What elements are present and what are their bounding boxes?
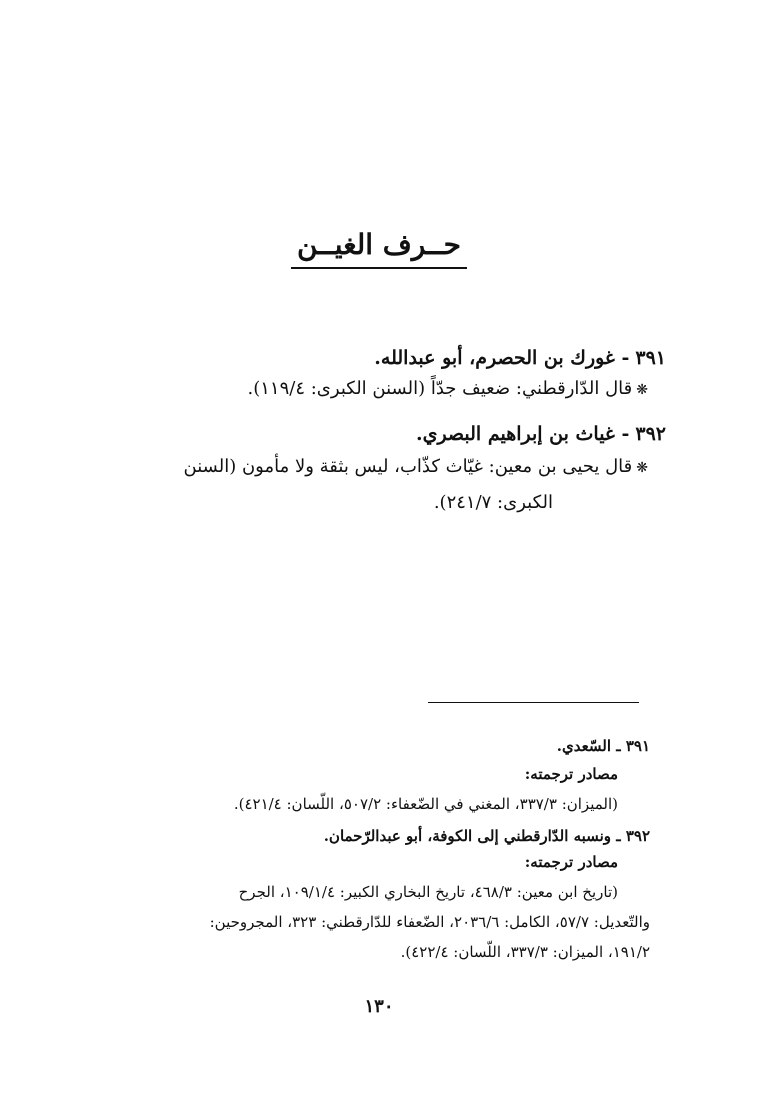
quote-text: قال الدّارقطني: ضعيف جدّاً (السنن الكبرى: ١١٩/٤).: [247, 378, 633, 399]
entry-391-title: [86, 342, 666, 374]
chapter-heading-text: حــرف الغيــن: [291, 228, 467, 269]
footnote-391-sources-label: مصادر ترجمته:: [524, 765, 618, 783]
bullet-star-icon: ❋: [636, 382, 648, 398]
page-number: ١٣٠: [364, 996, 394, 1017]
footnote-391-sources: (الميزان: ٣٣٧/٣، المغني في الضّعفاء: ٥٠٧/٢، اللّسان: ٤٢١/٤).: [233, 795, 618, 813]
footnote-392-sources-label: مصادر ترجمته:: [524, 853, 618, 871]
entry-392-title: [86, 418, 666, 450]
footnote-392-head: ٣٩٢ ـ ونسبه الدّارقطني إلى الكوفة، أبو عبدالرّحمان.: [323, 827, 650, 845]
footnote-392-line-2: والتّعديل: ٥٧/٧، الكامل: ٢٠٣٦/٦، الضّعفاء للدّارقطني: ٣٢٣، المجروحين:: [209, 913, 650, 931]
quote-text-continued: الكبرى: ٢٤١/٧).: [433, 492, 553, 513]
chapter-heading: [0, 228, 758, 269]
footnote-392-line-3: ١٩١/٢، الميزان: ٣٣٧/٣، اللّسان: ٤٢٢/٤).: [400, 943, 650, 961]
footnote-392-line-1: (تاريخ ابن معين: ٤٦٨/٣، تاريخ البخاري الكبير: ١٠٩/١/٤، الجرح: [238, 883, 618, 901]
entry-392-quote: [48, 452, 648, 483]
entry-391-quote: [68, 374, 648, 405]
footnote-divider: [428, 702, 639, 703]
quote-text: قال يحيى بن معين: غيّاث كذّاب، ليس بثقة ولا مأمون (السنن: [183, 456, 633, 477]
bullet-star-icon: ❋: [636, 460, 648, 476]
entry-title-text: - غياث بن إبراهيم البصري.: [415, 423, 630, 445]
footnote-391-head: ٣٩١ ـ السّعدي.: [556, 737, 650, 755]
entry-392-quote-continued: [73, 488, 553, 518]
entry-number: ٣٩٢: [635, 423, 666, 445]
entry-title-text: - غورك بن الحصرم، أبو عبدالله.: [374, 347, 630, 369]
entry-number: ٣٩١: [635, 347, 666, 369]
